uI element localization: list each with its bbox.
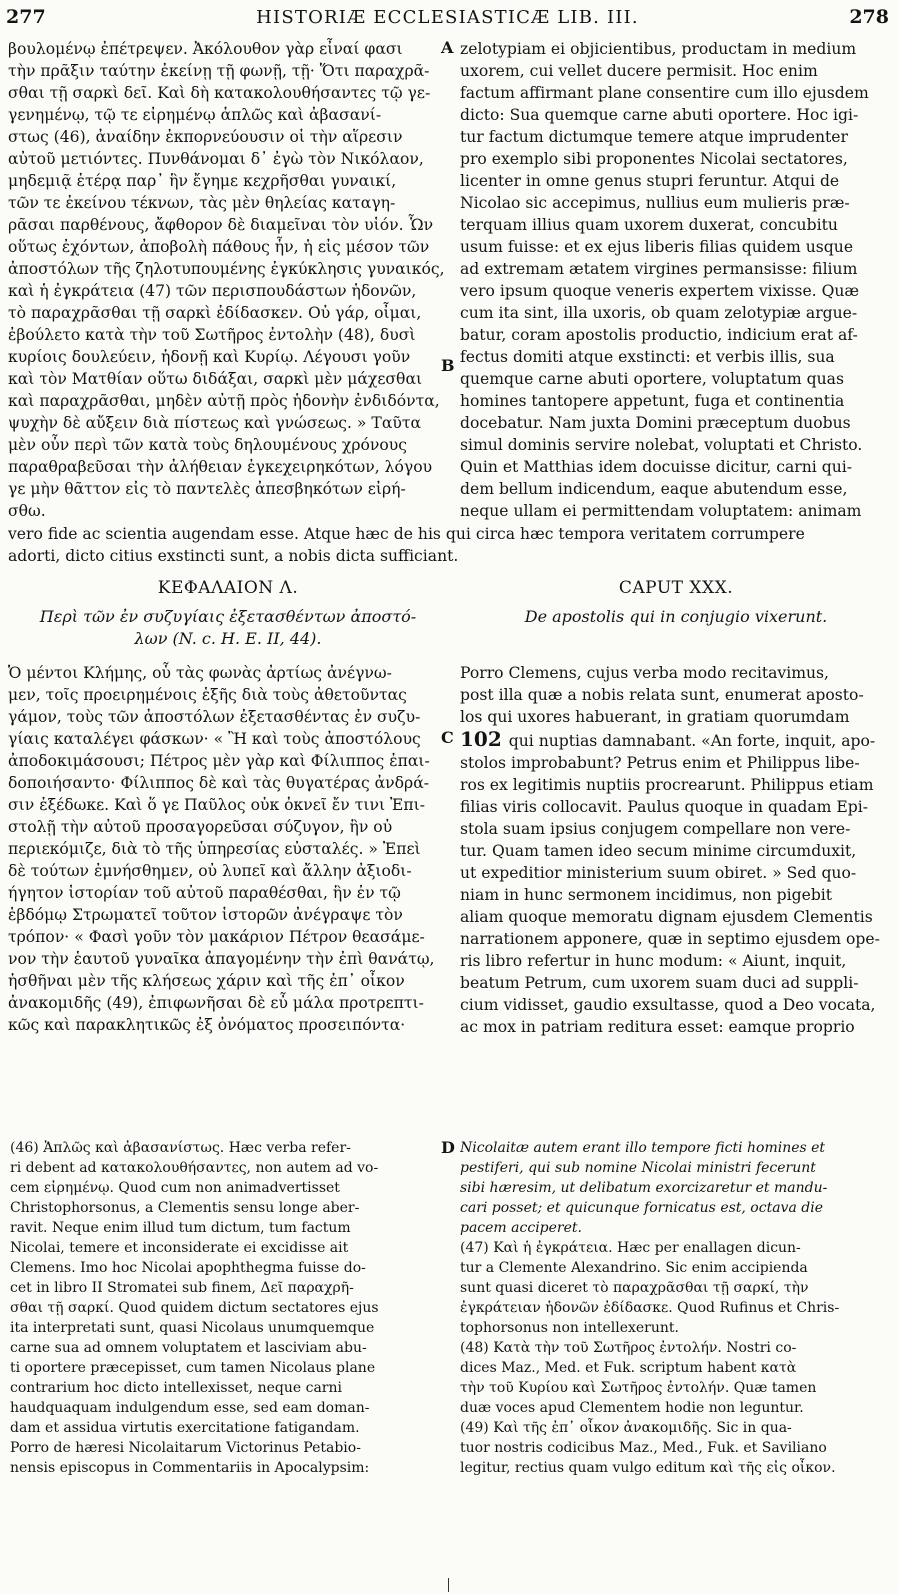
greek-text-line: νον τὴν ἑαυτοῦ γυναῖκα ἀπαγομένην τὴν ἐπὶ θανάτῳ, — [8, 950, 435, 968]
full-width-line-1: vero fide ac scientia augendam esse. Atque hæc de his qui circa hæc tempora veritatem corrumpere — [8, 525, 805, 543]
column-number: 102 — [460, 728, 509, 751]
greek-text-line: γίαις καταλέγει φάσκων· « Ἢ καὶ τοὺς ἀποστόλους — [8, 730, 421, 748]
footnote-line: dam et assidua virtutis exercitatione fatigandam. — [10, 1420, 360, 1436]
latin-text-line: uxorem, cui vellet ducere permisit. Hoc enim — [460, 62, 818, 80]
latin-text-line: batur, coram apostolis productio, indicium erat af- — [460, 326, 858, 344]
footnote-line: ἐγκράτειαν ἡδονῶν ἐδίδασκε. Quod Rufinus et Chris- — [460, 1300, 840, 1316]
footnote-line: Clemens. Imo hoc Nicolai apophthegma fuisse do- — [10, 1260, 366, 1276]
greek-text-line: ψυχὴν δὲ αὔξειν διὰ πίστεως καὶ γνώσεως. » Ταῦτα — [8, 414, 421, 432]
footnote-line: contrarium hoc dicto intellexisset, neque carni — [10, 1380, 342, 1396]
greek-text-line: αὐτοῦ μετιόντες. Πυνθάνομαι δ᾽ ἐγὼ τὸν Νικόλαον, — [8, 150, 424, 168]
footnote-line: Nicolaitæ autem erant illo tempore ficti homines et — [460, 1140, 826, 1156]
greek-text-line: καὶ ἡ ἐγκράτεια (47) τῶν περισπουδάστων ἡδονῶν, — [8, 282, 417, 300]
greek-text-line: οὕτως ἐχόντων, ἀποβολὴ πάθους ἦν, ἡ εἰς μέσον τῶν — [8, 238, 430, 256]
footnote-line: legitur, rectius quam vulgo editum καὶ τῆς εἰς οἶκον. — [460, 1460, 836, 1476]
footnote-line: tuor nostris codicibus Maz., Med., Fuk. et Saviliano — [460, 1440, 827, 1456]
margin-letter-a: A — [441, 38, 454, 57]
latin-text-line: ut expeditior ministerium suum obiret. » Sed quo- — [460, 864, 857, 882]
page-number-left: 277 — [6, 6, 46, 28]
running-title: HISTORIÆ ECCLESIASTICÆ LIB. III. — [256, 7, 639, 28]
running-header — [6, 6, 889, 32]
footnote-line: τὴν τοῦ Κυρίου καὶ Σωτῆρος ἐντολήν. Quæ tamen — [460, 1380, 817, 1396]
footnote-line: pacem acciperet. — [460, 1220, 582, 1236]
greek-column-top — [8, 38, 448, 522]
latin-column-top — [460, 38, 892, 522]
footnote-line: Porro de hæresi Nicolaitarum Victorinus Petabio- — [10, 1440, 361, 1456]
latin-text-line: pro exemplo sibi proponentes Nicolai sectatores, — [460, 150, 848, 168]
footnote-line: nensis episcopus in Commentariis in Apocalypsim: — [10, 1460, 370, 1476]
latin-text-line: fectus domiti atque exstincti: et verbis illis, sua — [460, 348, 835, 366]
footnote-line: Christophorsonus, a Clementis sensu longe aber- — [10, 1200, 360, 1216]
latin-text-line: beatum Petrum, cum uxorem suam duci ad suppli- — [460, 974, 859, 992]
greek-chapter-subtitle-2: λων (N. c. H. E. II, 44). — [134, 629, 322, 648]
latin-text-line: ros ex legitimis nuptiis procrearunt. Philippus etiam — [460, 776, 874, 794]
latin-chapter-subtitle: De apostolis qui in conjugio vixerunt. — [524, 607, 828, 626]
greek-text-line: καὶ παραχρᾶσθαι, μηδὲν αὐτῇ πρὸς ἡδονὴν ἐνδιδόντα, — [8, 392, 440, 410]
greek-chapter-subtitle-1: Περὶ τῶν ἐν συζυγίαις ἐξετασθέντων ἀποστό- — [39, 607, 417, 626]
margin-letter-c: C — [441, 728, 454, 747]
greek-text-line: μὲν οὖν περὶ τῶν κατὰ τοὺς δηλουμένους χρόνους — [8, 436, 407, 454]
greek-text-line: τὴν πρᾶξιν ταύτην ἐκείνῃ τῇ φωνῇ, τῇ· Ὅτι παραχρᾶ- — [8, 62, 430, 80]
latin-column-bottom — [460, 662, 892, 1038]
greek-text-line: τὸ παραχρᾶσθαι τῇ σαρκὶ ἐδίδασκεν. Οὐ γάρ, οἶμαι, — [8, 304, 422, 322]
greek-text-line: περιεκόμιζε, διὰ τὸ τῆς ὑπηρεσίας εὐσταλές. » Ἐπεὶ — [8, 840, 421, 858]
greek-text-line: ἀνακομιδῆς (49), ἐπιφωνῆσαι δὲ εὖ μάλα προτρεπτι- — [8, 994, 424, 1012]
latin-text-line: ad extremam ætatem virgines permansisse: filium — [460, 260, 858, 278]
footnote-line: ti oportere præcepisset, cum tamen Nicolaus plane — [10, 1360, 376, 1376]
greek-text-line: ρᾶσαι παρθένους, ἄφθορον δὲ διαμεῖναι τὸν υἱόν. Ὧν — [8, 216, 434, 234]
footnote-line: tophorsonus non intellexerunt. — [460, 1320, 679, 1336]
latin-text-line: aliam quoque memoratu dignam ejusdem Clementis — [460, 908, 873, 926]
latin-text-line: simul dominis servire nolebat, voluptati et Christo. — [460, 436, 863, 454]
footnote-line: tur a Clemente Alexandrino. Sic enim accipienda — [460, 1260, 808, 1276]
latin-text-line: dem bellum indicendum, eaque abutendum esse, — [460, 480, 848, 498]
footnote-line: carne sua ad omnem voluptatem et lasciviam abu- — [10, 1340, 367, 1356]
latin-text-line: cum ita sint, illa uxoris, ob quam zelotypiæ argue- — [460, 304, 858, 322]
latin-text-line: 102 qui nuptias damnabant. «An forte, inquit, apo- — [460, 728, 876, 751]
greek-chapter-title: ΚΕΦΑΛΑΙΟΝ Λ. — [157, 578, 299, 598]
footnote-line: Nicolai, temere et inconsiderate ei excidisse ait — [10, 1240, 349, 1256]
greek-text-line: στολῇ τὴν αὐτοῦ προσαγορεῦσαι σύζυγον, ἣν οὐ — [8, 818, 393, 836]
latin-text-line: los qui uxores habuerant, in gratiam quorumdam — [460, 708, 850, 726]
greek-text-line: τρόπον· « Φασὶ γοῦν τὸν μακάριον Πέτρον θεασάμε- — [8, 928, 425, 946]
footnote-line: cem εἰρημένῳ. Quod cum non animadvertisset — [10, 1180, 340, 1196]
greek-text-line: σθω. — [8, 502, 46, 520]
footnote-line: ravit. Neque enim illud tum dictum, tum factum — [10, 1220, 351, 1236]
latin-text-line: narrationem apponere, quæ in septimo ejusdem ope- — [460, 930, 880, 948]
latin-text-line: licenter in omne genus stupri feruntur. Atqui de — [460, 172, 840, 190]
latin-text-line: filias viris collocavit. Paulus quoque in quadam Epi- — [460, 798, 869, 816]
greek-text-line: στως (46), ἀναίδην ἐκπορνεύουσιν οἱ τὴν αἵρεσιν — [8, 128, 403, 146]
footnotes-left — [10, 1138, 444, 1478]
footnote-line: (47) Καὶ ἡ ἐγκράτεια. Hæc per enallagen dicun- — [460, 1240, 801, 1256]
latin-text-line: Porro Clemens, cujus verba modo recitavimus, — [460, 664, 830, 682]
footnote-line: σθαι τῇ σαρκί. Quod quidem dictum sectatores ejus — [10, 1300, 379, 1316]
margin-letter-b: B — [441, 356, 455, 375]
greek-text-line: ἀποστόλων τῆς ζηλοτυπουμένης ἐγκύκλησις γυναικός, — [8, 260, 445, 278]
greek-text-line: σιν ἐξέδωκε. Καὶ ὅ γε Παῦλος οὐκ ὀκνεῖ ἔν τινι Ἐπι- — [8, 796, 425, 814]
greek-text-line: ἡσθῆναι μὲν τῆς κλήσεως χάριν καὶ τῆς ἐπ᾽ οἶκον — [8, 972, 405, 990]
greek-text-line: παραθραβεῦσαι τὴν ἀλήθειαν ἐγκεχειρηκότων, λόγου — [8, 458, 433, 476]
latin-text-line: ac mox in patriam reditura esset: eamque proprio — [460, 1018, 855, 1036]
greek-text-line: ἑβδόμῳ Στρωματεῖ τοῦτον ἱστορῶν ἀνέγραψε τὸν — [8, 906, 403, 924]
footnote-line: pestiferi, qui sub nomine Nicolai ministri fecerunt — [460, 1160, 816, 1176]
greek-text-line: δὲ τούτων ἐμνήσθημεν, οὐ λυπεῖ καὶ ἄλλην ἀξιοδι- — [8, 862, 412, 880]
footnote-line: dices Maz., Med. et Fuk. scriptum habent κατὰ — [460, 1360, 797, 1376]
footnote-line: sunt quasi diceret τὸ παραχρᾶσθαι τῇ σαρκί, τὴν — [460, 1280, 809, 1296]
latin-text-line: Nicolao sic accepimus, nullius eum mulieris præ- — [460, 194, 850, 212]
latin-text-line: tur factum dictumque temere atque imprudenter — [460, 128, 848, 146]
full-width-line-2: adorti, dicto citius exstincti sunt, a nobis dicta sufficiant. — [8, 547, 459, 565]
greek-text-line: καὶ τὸν Ματθίαν οὕτω διδάξαι, σαρκὶ μὲν μάχεσθαι — [8, 370, 423, 388]
footnotes-right — [460, 1138, 892, 1478]
footnote-line: haudquaquam indulgendum esse, sed eam doman- — [10, 1400, 370, 1416]
footnote-line: (48) Κατὰ τὴν τοῦ Σωτῆρος ἐντολήν. Nostri co- — [460, 1340, 797, 1356]
greek-text-line: βουλομένῳ ἐπέτρεψεν. Ἀκόλουθον γὰρ εἶναί φασι — [8, 40, 403, 58]
latin-text-line: quemque carne abuti oportere, voluptatum quas — [460, 370, 844, 388]
latin-text-line: usum fuisse: et ex ejus liberis filias quidem usque — [460, 238, 854, 256]
footnote-line: sibi hæresim, ut delibatum exorcizaretur et mandu- — [460, 1180, 828, 1196]
footnote-line: cet in libro II Stromatei sub finem, Δεῖ παραχρῆ- — [10, 1280, 354, 1296]
latin-text-line: terquam illius quam uxorem duxerat, concubitu — [460, 216, 838, 234]
greek-text-line: ἐβούλετο κατὰ τὴν τοῦ Σωτῆρος ἐντολὴν (48), δυσὶ — [8, 326, 416, 344]
footnote-line: duæ voces apud Clementem hodie non leguntur. — [460, 1400, 804, 1416]
greek-text-line: κυρίοις δουλεύειν, ἡδονῇ καὶ Κυρίῳ. Λέγουσι γοῦν — [8, 348, 411, 366]
greek-text-line: ήγητον ἱστορίαν τοῦ αὐτοῦ παραθέσθαι, ἣν ἐν τῷ — [8, 884, 401, 902]
latin-text-line: factum affirmant plane consentire cum illo ejusdem — [460, 84, 869, 102]
latin-text-line: tur. Quam tamen ideo secum minime circumduxit, — [460, 842, 857, 860]
greek-column-bottom — [8, 662, 448, 1036]
greek-text-line: γε μὴν θᾶττον εἰς τὸ παντελὲς ἀπεσβηκότων εἰρή- — [8, 480, 406, 498]
footnote-line: ri debent ad κατακολουθήσαντες, non autem ad vo- — [10, 1160, 379, 1176]
footnote-line: ita interpretati sunt, quasi Nicolaus unumquemque — [10, 1320, 375, 1336]
latin-text-line: stolos improbabunt? Petrus enim et Philippus libe- — [460, 754, 860, 772]
greek-text-line: ἀποδοκιμάσουσι; Πέτρος μὲν γὰρ καὶ Φίλιππος ἐπαι- — [8, 752, 430, 770]
latin-text-line: homines tantopere appetunt, fuga et continentia — [460, 392, 845, 410]
margin-letter-d: D — [441, 1138, 455, 1157]
greek-text-line: τῶν τε ἐκείνου τέκνων, τὰς μὲν θηλείας καταγη- — [8, 194, 396, 212]
column-divider-mark — [448, 1578, 449, 1592]
latin-text-line: cium vidisset, gaudio exsultasse, quod a Deo vocata, — [460, 996, 876, 1014]
latin-text-line: docebatur. Nam juxta Domini præceptum duobus — [460, 414, 851, 432]
latin-text-line: post illa quæ a nobis relata sunt, enumerat aposto- — [460, 686, 864, 704]
greek-text-line: κῶς καὶ παρακλητικῶς ἐξ ὀνόματος προσειπόντα· — [8, 1016, 406, 1034]
greek-text-line: μηδεμιᾷ ἑτέρᾳ παρ᾽ ἣν ἔγημε κεχρῆσθαι γυναικί, — [8, 172, 397, 190]
footnote-line: (46) Ἁπλῶς καὶ ἀβασανίστως. Hæc verba refer- — [10, 1140, 351, 1156]
footnote-line: cari posset; et quicunque fornicatus est, octava die — [460, 1200, 823, 1216]
page-number-right: 278 — [849, 6, 889, 28]
latin-text-line: Quin et Matthias idem docuisse dicitur, carni qui- — [460, 458, 853, 476]
latin-text-line: zelotypiam ei objicientibus, productam in medium — [460, 40, 857, 58]
greek-text-line: γάμον, τοὺς τῶν ἀποστόλων ἐξετασθέντας ἐν συζυ- — [8, 708, 421, 726]
greek-text-line: Ὁ μέντοι Κλήμης, οὗ τὰς φωνὰς ἀρτίως ἀνέγνω- — [8, 664, 392, 682]
latin-text-line: stola suam ipsius conjugem compellare non vere- — [460, 820, 851, 838]
latin-text-line: neque ullam ei permittendam voluptatem: animam — [460, 502, 862, 520]
greek-text-line: μεν, τοῖς προειρημένοις ἑξῆς διὰ τοὺς ἀθετοῦντας — [8, 686, 407, 704]
greek-text-line: δοποιήσαντο· Φίλιππος δὲ καὶ τὰς θυγατέρας ἀνδρά- — [8, 774, 430, 792]
latin-text-line: vero ipsum quoque veneris expertem vixisse. Quæ — [460, 282, 860, 300]
latin-text-line: niam in hunc sermonem incidimus, non pigebit — [460, 886, 833, 904]
latin-text-line: ris libro refertur in hunc modum: « Aiunt, inquit, — [460, 952, 847, 970]
latin-text-line: dicto: Sua quemque carne abuti oportere. Hoc igi- — [460, 106, 859, 124]
greek-text-line: σθαι τῇ σαρκὶ δεῖ. Καὶ δὴ κατακολουθήσαντες τῷ γε- — [8, 84, 431, 102]
greek-text-line: γενημένῳ, τῷ τε εἰρημένῳ ἁπλῶς καὶ ἀβασανί- — [8, 106, 382, 124]
footnote-line: (49) Καὶ τῆς ἐπ᾽ οἶκον ἀνακομιδῆς. Sic in qua- — [460, 1420, 792, 1436]
latin-chapter-title: CAPUT XXX. — [618, 578, 734, 598]
